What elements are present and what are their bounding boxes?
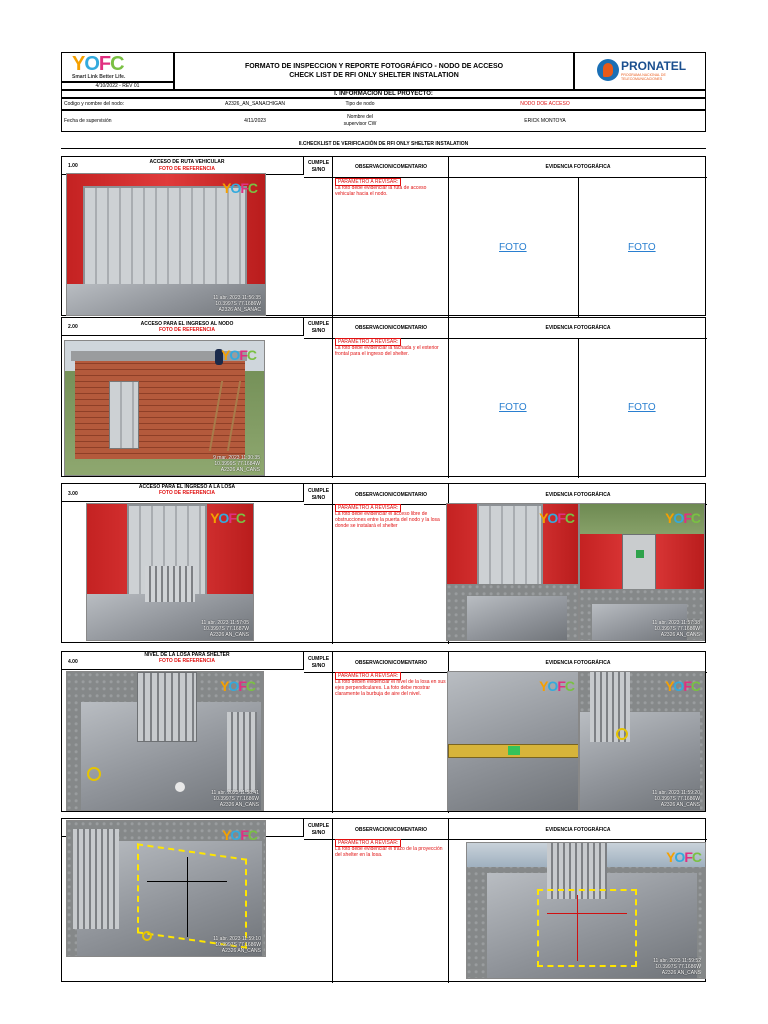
item-5-photo-stamp: 11 abr. 2023 11:59:10 10.3997S 77.1686W A2326 AN_CANS xyxy=(213,936,261,954)
item-1-evid-header: EVIDENCIA FOTOGRÁFICA xyxy=(545,164,611,170)
item-2-obs-header: OBSERVACION/COMENTARIO xyxy=(355,325,427,331)
item-5-param xyxy=(335,840,447,858)
item-1-param-label: PARAMETRO A REVISAR: xyxy=(335,178,401,186)
item-3-param-label: PARAMETRO A REVISAR: xyxy=(335,504,401,512)
item-4-evidence-2-watermark: YOFC xyxy=(665,678,700,694)
item-4-evidence-photo-2[interactable] xyxy=(579,671,705,811)
item-4-number: 4.00 xyxy=(68,659,78,665)
item-2-foto-link-1[interactable]: FOTO xyxy=(499,402,527,413)
item-5-param-label: PARAMETRO A REVISAR: xyxy=(335,839,401,847)
item-2-param-label: PARAMETRO A REVISAR: xyxy=(335,338,401,346)
item-3-sino: SI/NO xyxy=(311,495,326,501)
node-type-label: Tipo de nodo xyxy=(345,101,375,107)
item-4-param-label: PARAMETRO A REVISAR: xyxy=(335,672,401,680)
item-4-evidence-photo-1[interactable] xyxy=(447,671,579,811)
item-2-foto-link-2[interactable]: FOTO xyxy=(628,402,656,413)
item-4-desc: La foto deben evidenciar el nivel de la losa en sus ejes perpendiculares. La foto debe mostrar claramente la burbuja de aire del nivel. xyxy=(335,679,446,697)
node-code-value: A2326_AN_SANACHIGAN xyxy=(224,101,286,107)
item-5-evid-header: EVIDENCIA FOTOGRÁFICA xyxy=(545,827,611,833)
item-5-evidence-watermark: YOFC xyxy=(666,849,701,865)
item-1-cumple: CUMPLE xyxy=(307,160,330,166)
item-2-evid-header: EVIDENCIA FOTOGRÁFICA xyxy=(545,325,611,331)
item-3-param xyxy=(335,505,447,529)
item-3-title: ACCESO PARA EL INGRESO A LA LOSA xyxy=(138,484,236,490)
pronatel-subtitle: PROGRAMA NACIONAL DE TELECOMUNICACIONES xyxy=(621,73,666,81)
item-1-number: 1.00 xyxy=(68,163,78,169)
item-1-foto-link-2[interactable]: FOTO xyxy=(628,242,656,253)
item-4-param xyxy=(335,673,447,697)
supervision-date-label: Fecha de supervisión xyxy=(64,118,112,124)
item-4-evidence-1-watermark: YOFC xyxy=(539,678,574,694)
item-4-title: NIVEL DE LA LOSA PARA SHELTER xyxy=(144,652,230,658)
project-section-title: I. INFORMACION DEL PROYECTO: xyxy=(61,90,706,98)
page-title-line2: CHECK LIST DE RFI ONLY SHELTER INSTALATION xyxy=(289,72,459,79)
item-3-reference-photo xyxy=(86,503,254,641)
item-4-photo-watermark: YOFC xyxy=(220,678,255,694)
item-4-photo-stamp: 11 abr. 2023 11:58:41 10.3997S 77.1686W A2326 AN_CANS xyxy=(211,790,259,808)
node-code-label: Codigo y nombre del nodo: xyxy=(64,101,125,107)
pronatel-logo: PRONATEL xyxy=(621,59,687,73)
item-3-desc: La foto debe evidenciar el acceso libre de obstrucciones entre la puerta del nodo y la losa donde se instalará el shelter xyxy=(335,511,440,529)
item-3-evidence-1-watermark: YOFC xyxy=(539,510,574,526)
item-5-shelter-trace xyxy=(137,843,247,948)
node-type-value: NODO DOE ACCESO xyxy=(520,101,570,107)
item-1-photo-stamp: 11 abr. 2023 11:56:35 10.3997S 77.1686W A2326 AN_SANAC xyxy=(213,295,261,313)
item-5-sino: SI/NO xyxy=(311,830,326,836)
item-5-evidence-stamp: 11 abr. 2023 11:59:52 10.3997S 77.1686W A2326 AN_CANS xyxy=(653,958,701,976)
yofc-tagline: Smart Link Better Life. xyxy=(72,74,126,80)
item-3-evidence-2-stamp: 11 abr. 2023 11:57:38 10.3997S 77.1686W A2326 AN_CANS xyxy=(652,620,700,638)
item-2-photo-watermark: YOFC xyxy=(221,347,256,363)
page-title-line1: FORMATO DE INSPECCION Y REPORTE FOTOGRÁFICO - NODO DE ACCESO xyxy=(244,63,504,70)
date-rev: 4/10/2022 - REV 01 xyxy=(61,82,174,90)
item-5-cumple: CUMPLE xyxy=(307,823,330,829)
item-2-title: ACCESO PARA EL INGRESO AL NODO xyxy=(140,321,234,327)
item-1-reference-photo xyxy=(66,173,266,316)
item-2-number: 2.00 xyxy=(68,324,78,330)
item-3-cumple: CUMPLE xyxy=(307,488,330,494)
item-5-obs-header: OBSERVACION/COMENTARIO xyxy=(355,827,427,833)
item-3-evid-header: EVIDENCIA FOTOGRÁFICA xyxy=(545,492,611,498)
item-2-param xyxy=(335,339,447,357)
item-5-photo-watermark: YOFC xyxy=(222,827,257,843)
item-4-obs-header: OBSERVACION/COMENTARIO xyxy=(355,660,427,666)
item-4-evid-header: EVIDENCIA FOTOGRÁFICA xyxy=(545,660,611,666)
item-3-evidence-photo-2[interactable] xyxy=(579,503,705,641)
item-1-ref-label: FOTO DE REFERENCIA xyxy=(158,166,216,172)
item-3-photo-watermark: YOFC xyxy=(210,510,245,526)
item-4-cumple: CUMPLE xyxy=(307,656,330,662)
item-1-foto-link-1[interactable]: FOTO xyxy=(499,242,527,253)
item-3-obs-header: OBSERVACION/COMENTARIO xyxy=(355,492,427,498)
item-1-photo-watermark: YOFC xyxy=(222,180,257,196)
item-5-evidence-photo[interactable] xyxy=(466,842,706,979)
yofc-logo: YOFC xyxy=(72,53,124,75)
header-pronatel-cell xyxy=(574,52,706,90)
supervisor-value: ERICK MONTOYA xyxy=(524,118,566,124)
supervisor-label-1: Nombre del xyxy=(347,114,373,120)
item-4-ref-label: FOTO DE REFERENCIA xyxy=(158,658,216,664)
pronatel-icon xyxy=(597,59,619,81)
item-2-cumple: CUMPLE xyxy=(307,321,330,327)
item-3-ref-label: FOTO DE REFERENCIA xyxy=(158,490,216,496)
item-3-photo-stamp: 11 abr. 2023 11:57:05 10.3997S 77.1687W A2326 AN_CANS xyxy=(201,620,249,638)
item-3-evidence-photo-1[interactable] xyxy=(446,503,579,641)
item-1-desc: La foto debe evidenciar la ruta de acceso vehicular hacia el nodo. xyxy=(335,185,427,197)
item-1-sino: SI/NO xyxy=(311,167,326,173)
item-1-title: ACCESO DE RUTA VEHICULAR xyxy=(149,159,225,165)
item-5-evidence-trace xyxy=(537,889,637,967)
item-2-photo-stamp: 9 mar. 2023 11:30:35 10.3999S 77.1684W A2326 AN_CANS xyxy=(213,455,260,473)
item-2-sino: SI/NO xyxy=(311,328,326,334)
supervisor-label-2: supervisor CW xyxy=(343,121,377,127)
item-4-reference-photo xyxy=(66,671,264,811)
item-1-obs-header: OBSERVACION/COMENTARIO xyxy=(355,164,427,170)
item-5-reference-photo xyxy=(66,820,266,957)
item-4-evidence-2-stamp: 11 abr. 2023 11:59:20 10.3997S 77.1686W A2326 AN_CANS xyxy=(652,790,700,808)
item-5-desc: La foto debe evidenciar el trazo de la proyección del shelter en la losa. xyxy=(335,846,443,858)
item-2-reference-photo xyxy=(64,340,265,476)
item-2-ref-label: FOTO DE REFERENCIA xyxy=(158,327,216,333)
header-title-cell xyxy=(174,52,574,90)
item-3-evidence-2-watermark: YOFC xyxy=(665,510,700,526)
header-logo-cell xyxy=(61,52,174,82)
item-4-sino: SI/NO xyxy=(311,663,326,669)
checklist-title-rule xyxy=(61,148,706,149)
checklist-title: II.CHECKLIST DE VERIFICACIÓN DE RFI ONLY SHELTER INSTALATION xyxy=(298,141,469,147)
supervision-date-value: 4/11/2023 xyxy=(244,118,266,124)
item-2-desc: La foto debe evidenciar la fachada y el exterior frontal para el ingreso del shelter. xyxy=(335,345,439,357)
item-3-number: 3.00 xyxy=(68,491,78,497)
item-1-param xyxy=(335,179,447,197)
